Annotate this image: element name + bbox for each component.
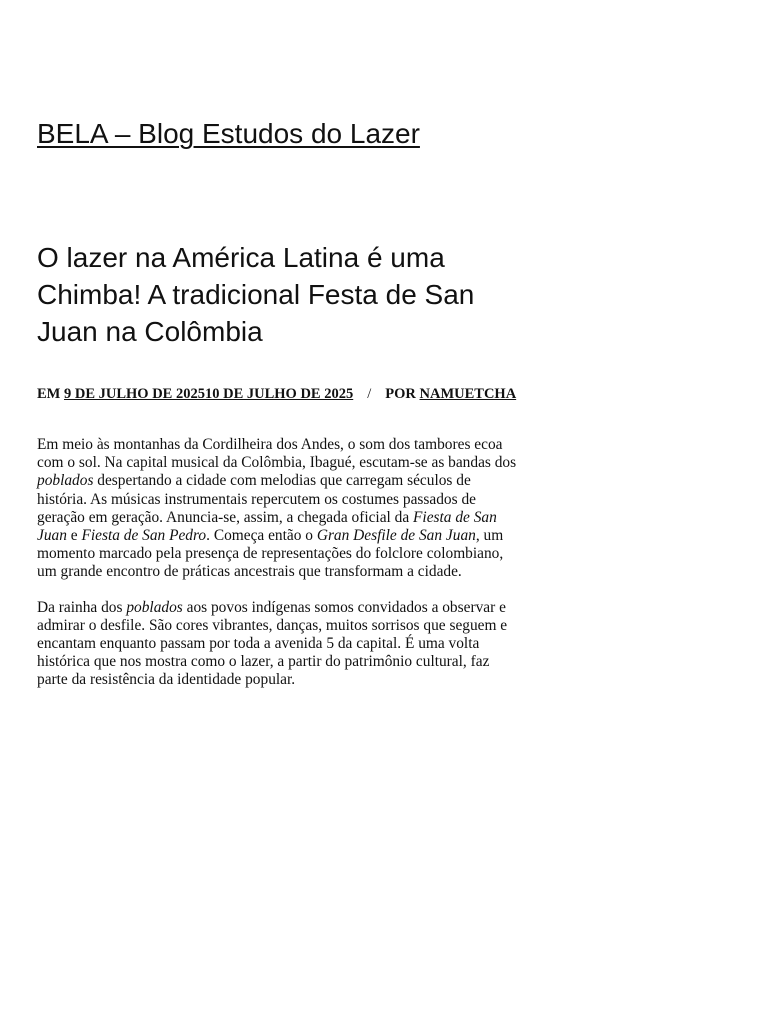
paragraph-text: Da rainha dos: [37, 598, 127, 616]
post-content: [37, 436, 517, 707]
posted-on-prefix: EM: [37, 386, 61, 402]
paragraph-text: aos povos indígenas somos convidados a observar e admirar o desfile. São cores vibrantes, danças, muitos sorrisos que seguem e encantam enquanto passam por toda a avenida 5 da capital. É uma volta histórica que nos mostra como o lazer, a partir do patrimônio cultural, faz parte da resistência da identidade popular.: [37, 598, 508, 689]
emphasis-text: Fiesta de San Juan: [37, 508, 497, 545]
meta-separator: /: [367, 386, 372, 402]
site-title-link[interactable]: BELA – Blog Estudos do Lazer: [37, 118, 420, 149]
post-meta: [37, 385, 517, 404]
published-date: 9 DE JULHO DE 2025: [63, 386, 205, 402]
emphasis-text: Gran Desfile de San Juan: [316, 527, 476, 545]
author-link[interactable]: NAMUETCHA: [419, 386, 517, 402]
emphasis-text: poblados: [37, 472, 94, 490]
post-date-link[interactable]: [64, 386, 353, 402]
paragraph-text: despertando a cidade com melodias que carregam séculos de história. As músicas instrumentais repercutem os costumes passados de geração em geração. Anuncia-se, assim, a chegada oficial da: [37, 472, 476, 526]
post-title: O lazer na América Latina é uma Chimba! A tradicional Festa de San Juan na Colômbia: [37, 242, 475, 347]
emphasis-text: poblados: [126, 598, 183, 616]
post-paragraph: [37, 436, 517, 582]
site-title: [37, 114, 420, 154]
paragraph-text: e: [66, 527, 82, 545]
post-paragraph: [37, 599, 517, 690]
paragraph-text: . Começa então o: [206, 527, 317, 545]
byline-label: POR: [385, 386, 416, 402]
emphasis-text: Fiesta de San Pedro: [81, 527, 207, 545]
paragraph-text: , um momento marcado pela presença de representações do folclore colombiano, um grande encontro de práticas ancestrais que transformam a cidade.: [37, 527, 504, 581]
updated-date: 10 DE JULHO DE 2025: [204, 386, 354, 402]
paragraph-text: Em meio às montanhas da Cordilheira dos Andes, o som dos tambores ecoa com o sol. Na capital musical da Colômbia, Ibagué, escutam-se as bandas dos: [37, 436, 517, 472]
